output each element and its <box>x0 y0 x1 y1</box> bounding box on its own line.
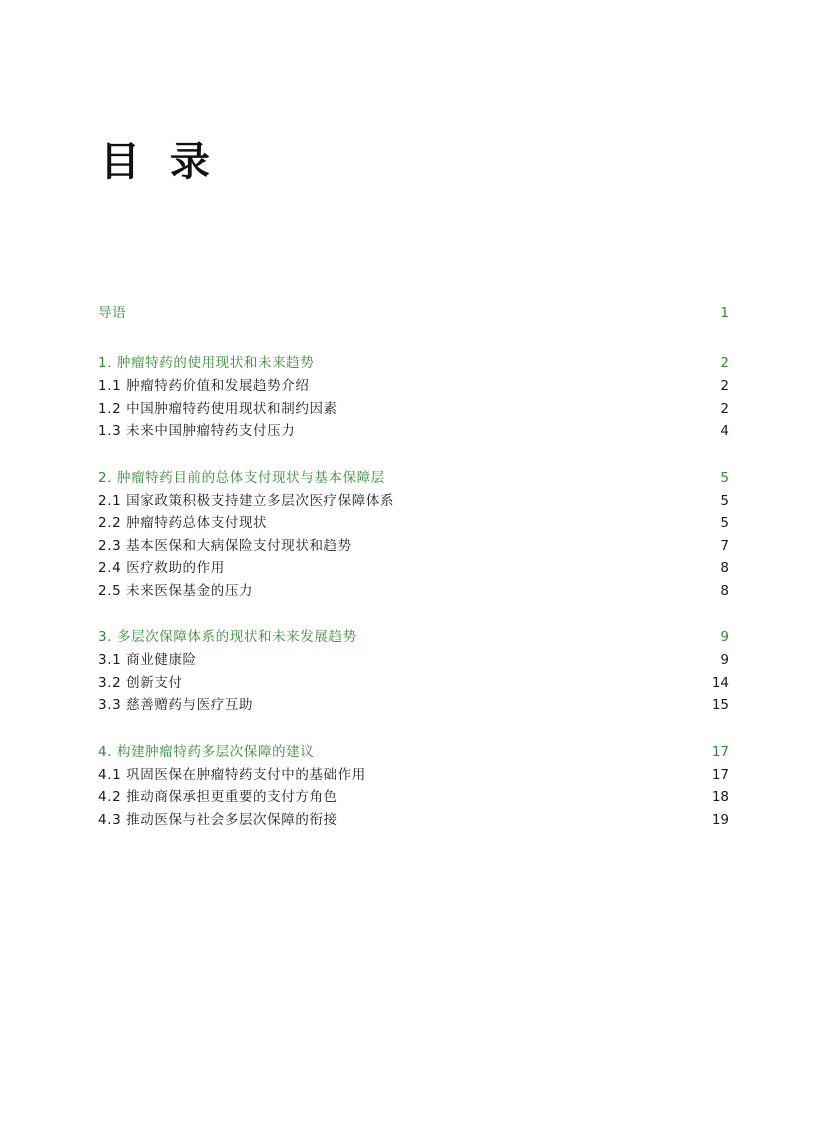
toc-entry-title: 1. 肿瘤特药的使用现状和未来趋势 <box>98 355 315 371</box>
toc-subsection[interactable] <box>98 809 729 832</box>
toc-entry-title: 3.1 商业健康险 <box>98 652 197 668</box>
toc-entry-page: 17 <box>711 743 729 760</box>
toc-entry-title: 3. 多层次保障体系的现状和未来发展趋势 <box>98 629 357 645</box>
toc-subsection[interactable] <box>98 535 729 558</box>
toc-entry-page: 14 <box>711 674 729 691</box>
toc-entry-page: 9 <box>720 629 729 645</box>
toc-entry-title: 4.2 推动商保承担更重要的支付方角色 <box>98 789 338 805</box>
table-of-contents <box>98 302 729 855</box>
toc-group-section-4 <box>98 741 729 832</box>
toc-subsection[interactable] <box>98 420 729 443</box>
toc-entry-page: 7 <box>720 537 729 554</box>
toc-entry-title: 4.1 巩固医保在肿瘤特药支付中的基础作用 <box>98 766 366 783</box>
toc-entry-page: 5 <box>720 469 729 486</box>
toc-group-section-3 <box>98 626 729 717</box>
toc-entry-title: 2.5 未来医保基金的压力 <box>98 582 254 599</box>
toc-subsection[interactable] <box>98 398 729 421</box>
toc-entry-page: 9 <box>720 652 729 668</box>
toc-entry-page: 17 <box>711 766 729 783</box>
toc-group-section-2 <box>98 467 729 603</box>
toc-entry-title: 3.2 创新支付 <box>98 674 183 691</box>
toc-entry-page: 1 <box>720 305 729 321</box>
toc-subsection[interactable] <box>98 490 729 513</box>
toc-entry-title: 2.3 基本医保和大病保险支付现状和趋势 <box>98 537 352 554</box>
toc-entry-title: 2. 肿瘤特药目前的总体支付现状与基本保障层 <box>98 469 385 486</box>
toc-entry-page: 8 <box>720 582 729 599</box>
toc-entry-page: 15 <box>711 697 729 713</box>
toc-entry-title: 2.1 国家政策积极支持建立多层次医疗保障体系 <box>98 492 395 509</box>
toc-subsection[interactable] <box>98 672 729 695</box>
toc-group-section-1 <box>98 352 729 443</box>
toc-section-heading[interactable] <box>98 467 729 490</box>
toc-section-heading[interactable] <box>98 352 729 375</box>
toc-entry-title: 1.3 未来中国肿瘤特药支付压力 <box>98 423 296 439</box>
toc-subsection[interactable] <box>98 580 729 603</box>
toc-entry-page: 19 <box>711 811 729 828</box>
toc-entry-title: 导语 <box>98 305 127 321</box>
toc-entry-title: 1.1 肿瘤特药价值和发展趋势介绍 <box>98 378 310 394</box>
toc-subsection[interactable] <box>98 786 729 809</box>
toc-entry-page: 4 <box>720 423 729 439</box>
toc-entry-page: 2 <box>720 355 729 371</box>
toc-entry-title: 3.3 慈善赠药与医疗互助 <box>98 697 254 713</box>
toc-section-heading[interactable] <box>98 626 729 649</box>
toc-entry-title: 2.4 医疗救助的作用 <box>98 560 225 576</box>
page-title: 目 录 <box>100 138 218 185</box>
toc-entry-title: 4.3 推动医保与社会多层次保障的衔接 <box>98 811 338 828</box>
toc-subsection[interactable] <box>98 764 729 787</box>
toc-entry-title: 2.2 肿瘤特药总体支付现状 <box>98 515 268 531</box>
toc-subsection[interactable] <box>98 694 729 717</box>
toc-entry-page: 2 <box>720 400 729 417</box>
toc-section-heading[interactable] <box>98 741 729 764</box>
toc-entry-page: 5 <box>720 515 729 531</box>
toc-subsection[interactable] <box>98 375 729 398</box>
toc-entry-page: 18 <box>711 789 729 805</box>
toc-entry-page: 2 <box>720 378 729 394</box>
toc-entry-title: 4. 构建肿瘤特药多层次保障的建议 <box>98 743 315 760</box>
toc-subsection[interactable] <box>98 512 729 535</box>
toc-subsection[interactable] <box>98 649 729 672</box>
toc-entry-page: 5 <box>720 492 729 509</box>
toc-entry-page: 8 <box>720 560 729 576</box>
toc-entry-title: 1.2 中国肿瘤特药使用现状和制约因素 <box>98 400 338 417</box>
toc-subsection[interactable] <box>98 557 729 580</box>
toc-group-intro <box>98 302 729 325</box>
toc-entry-intro[interactable] <box>98 302 729 325</box>
